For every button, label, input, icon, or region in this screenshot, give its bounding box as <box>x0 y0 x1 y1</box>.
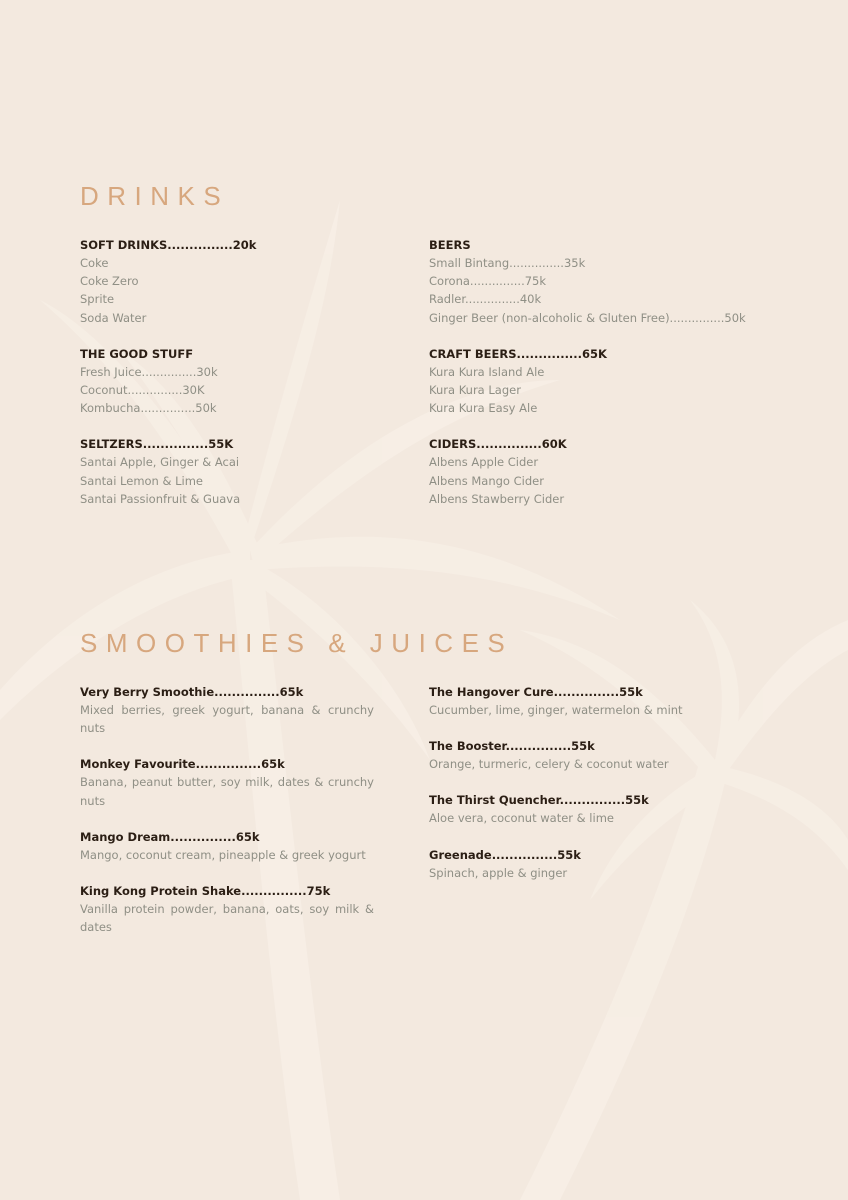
menu-item: Sprite <box>80 292 115 307</box>
menu-group <box>80 882 374 936</box>
group-title: BEERS <box>429 238 471 252</box>
menu-description: Cucumber, lime, ginger, watermelon & mint <box>429 703 683 717</box>
menu-item: Kura Kura Island Ale <box>429 364 545 379</box>
group-title: CRAFT BEERS...............65K <box>429 346 607 361</box>
menu-group <box>429 236 746 327</box>
menu-group <box>80 828 374 864</box>
menu-description: Vanilla protein powder, banana, oats, soy milk & dates <box>80 902 374 935</box>
smoothies-section-title: SMOOTHIES & JUICES <box>80 628 514 658</box>
menu-description: Spinach, apple & ginger <box>429 865 568 880</box>
menu-item: Coke <box>80 256 109 270</box>
group-title: Very Berry Smoothie...............65k <box>80 685 304 699</box>
group-title: The Hangover Cure...............55k <box>429 685 643 699</box>
menu-item: Ginger Beer (non-alcoholic & Gluten Free)...............50k <box>429 310 746 325</box>
menu-group <box>429 846 683 882</box>
group-title: Mango Dream...............65k <box>80 829 260 844</box>
smoothies-left-column <box>80 683 374 954</box>
group-title: CIDERS...............60K <box>429 437 567 452</box>
menu-item: Corona...............75k <box>429 274 547 289</box>
group-title: King Kong Protein Shake...............75k <box>80 884 331 899</box>
menu-description: Aloe vera, coconut water & lime <box>429 811 614 826</box>
menu-item: Santai Apple, Ginger & Acai <box>80 455 240 470</box>
menu-item: Santai Lemon & Lime <box>80 473 204 488</box>
menu-description: Mixed berries, greek yogurt, banana & crunchy nuts <box>80 703 374 736</box>
menu-group <box>429 683 683 719</box>
menu-item: Santai Passionfruit & Guava <box>80 491 241 506</box>
drinks-section-title: DRINKS <box>80 181 230 211</box>
menu-item: Small Bintang...............35k <box>429 256 586 270</box>
menu-item: Albens Apple Cider <box>429 455 539 470</box>
menu-item: Kombucha...............50k <box>80 401 217 416</box>
menu-group <box>80 683 374 737</box>
menu-item: Coke Zero <box>80 274 139 289</box>
group-title: The Thirst Quencher...............55k <box>429 793 649 808</box>
group-title: Greenade...............55k <box>429 847 581 862</box>
menu-group <box>429 345 746 418</box>
menu-description: Orange, turmeric, celery & coconut water <box>429 757 669 772</box>
group-title: Monkey Favourite...............65k <box>80 757 285 772</box>
menu-group <box>80 435 256 508</box>
group-title: SOFT DRINKS...............20k <box>80 238 257 252</box>
menu-item: Coconut...............30K <box>80 383 205 398</box>
group-title: SELTZERS...............55K <box>80 437 234 452</box>
menu-group <box>80 236 256 327</box>
drinks-left-column <box>80 236 256 526</box>
menu-item: Radler...............40k <box>429 292 542 307</box>
menu-description: Banana, peanut butter, soy milk, dates & crunchy nuts <box>80 775 374 808</box>
menu-group <box>80 345 256 418</box>
menu-item: Soda Water <box>80 310 147 325</box>
group-title: THE GOOD STUFF <box>80 346 194 361</box>
menu-group <box>429 435 746 508</box>
menu-description: Mango, coconut cream, pineapple & greek yogurt <box>80 847 366 862</box>
menu-item: Kura Kura Easy Ale <box>429 401 538 416</box>
menu-item: Albens Mango Cider <box>429 473 544 488</box>
menu-group <box>429 737 683 773</box>
menu-group <box>80 755 374 809</box>
menu-item: Fresh Juice...............30k <box>80 364 218 379</box>
menu-item: Kura Kura Lager <box>429 383 521 398</box>
drinks-right-column <box>429 236 746 526</box>
group-title: The Booster...............55k <box>429 739 595 754</box>
menu-group <box>429 791 683 827</box>
menu-item: Albens Stawberry Cider <box>429 491 565 506</box>
smoothies-right-column <box>429 683 683 900</box>
